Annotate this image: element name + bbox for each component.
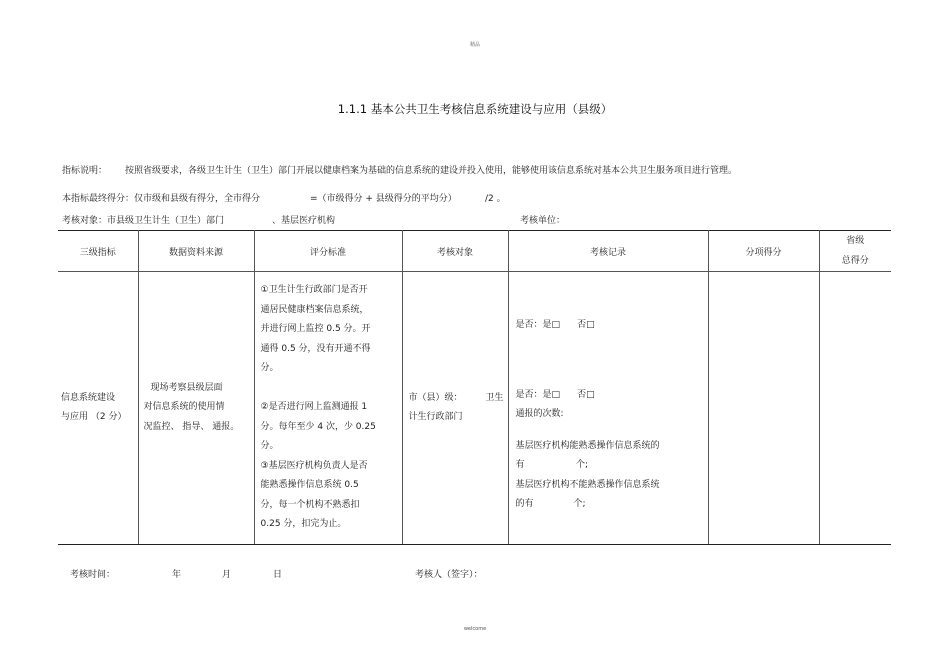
criteria-line: 分。 bbox=[260, 363, 279, 373]
source-line2: 对信息系统的使用情 bbox=[143, 402, 225, 413]
criteria-line: ②是否进行网上监测通报 1 bbox=[260, 402, 368, 412]
item-score-cell bbox=[708, 272, 819, 545]
year-label: 年 bbox=[172, 570, 182, 580]
target-cell bbox=[402, 272, 508, 545]
record-check-2: 是否：是□ 否□ bbox=[515, 389, 595, 400]
target-part2: 、基层医疗机构 bbox=[272, 216, 336, 226]
record-spacer bbox=[509, 336, 708, 386]
description-text: 按照省级要求，各级卫生计生（卫生）部门开展以健康档案为基础的信息系统的建设并投入使用，能够使用该信息系统对基本公共卫生服务项目进行管理。 bbox=[125, 166, 738, 176]
criteria-line: 通居民健康档案信息系统， bbox=[260, 304, 369, 315]
source-cell bbox=[138, 272, 254, 545]
score-rule-part2: =（市级得分 + 县级得分的平均分） bbox=[310, 194, 457, 204]
header-mark: 精品 bbox=[469, 42, 480, 48]
record-spacer bbox=[509, 425, 708, 437]
total-score-cell bbox=[819, 272, 891, 545]
record-familiar-line2: 有 个; bbox=[515, 460, 589, 470]
indicator-cell bbox=[58, 272, 138, 545]
criteria-line: 分。 bbox=[260, 441, 279, 451]
signer-label: 考核人（签字）： bbox=[415, 570, 483, 580]
page-title: 1.1.1 基本公共卫生考核信息系统建设与应用（县级） bbox=[337, 102, 613, 116]
record-check-1: 是否：是□ 否□ bbox=[515, 320, 595, 330]
criteria-line: 分。每年至少 4 次，少 0.25 bbox=[260, 421, 376, 432]
month-label: 月 bbox=[222, 570, 232, 580]
criteria-line: 并进行网上监控 0.5 分。开 bbox=[260, 324, 371, 334]
score-rule-part3: /2 。 bbox=[485, 194, 506, 204]
target-line1: 市（县）级： 卫生 bbox=[408, 392, 504, 403]
record-cell bbox=[508, 272, 708, 545]
header-total-score-line1: 省级 bbox=[846, 236, 865, 246]
assessment-time-label: 考核时间： bbox=[70, 570, 116, 580]
assessment-table bbox=[58, 230, 891, 545]
assessment-unit-label: 考核单位： bbox=[520, 216, 566, 226]
record-report-count: 通报的次数: bbox=[515, 409, 564, 419]
source-line1: 现场考察县级层面 bbox=[150, 382, 223, 393]
criteria-line bbox=[255, 379, 402, 399]
criteria-line: ③基层医疗机构负责人是否 bbox=[260, 460, 368, 471]
header-indicator: 三级指标 bbox=[58, 231, 138, 272]
record-familiar-line1: 基层医疗机构能熟悉操作信息系统的 bbox=[515, 440, 660, 451]
header-item-score: 分项得分 bbox=[708, 231, 819, 272]
criteria-line: 分，每一个机构不熟悉扣 bbox=[260, 499, 360, 510]
header-total-score-line2: 总得分 bbox=[841, 256, 869, 266]
record-unfamiliar-line2: 的有 个; bbox=[515, 499, 586, 509]
footer-mark: welcome bbox=[463, 626, 487, 632]
record-unfamiliar-line1: 基层医疗机构不能熟悉操作信息系统 bbox=[515, 479, 660, 490]
header-record: 考核记录 bbox=[508, 231, 708, 272]
source-line3: 况监控、 指导、 通报。 bbox=[143, 421, 240, 432]
target-line2: 计生行政部门 bbox=[408, 412, 463, 422]
criteria-line: 能熟悉操作信息系统 0.5 bbox=[260, 480, 359, 490]
criteria-cell bbox=[254, 272, 402, 545]
header-criteria: 评分标准 bbox=[254, 231, 402, 272]
criteria-line: 0.25 分，扣完为止。 bbox=[260, 519, 347, 529]
indicator-line1: 信息系统建设 bbox=[61, 392, 116, 403]
criteria-line: ①卫生计生行政部门是否开 bbox=[260, 285, 368, 295]
day-label: 日 bbox=[273, 570, 283, 580]
header-target: 考核对象 bbox=[402, 231, 508, 272]
description-label: 指标说明： bbox=[62, 166, 108, 176]
criteria-line: 通得 0.5 分，没有开通不得 bbox=[260, 343, 371, 354]
target-part1: 考核对象：市县级卫生计生（卫生）部门 bbox=[62, 216, 225, 226]
header-source: 数据资料来源 bbox=[138, 231, 254, 272]
indicator-line2: 与应用 （2 分） bbox=[61, 412, 127, 422]
score-rule-part1: 本指标最终得分：仅市级和县级有得分，全市得分 bbox=[62, 194, 261, 204]
header-total-score bbox=[819, 231, 891, 272]
